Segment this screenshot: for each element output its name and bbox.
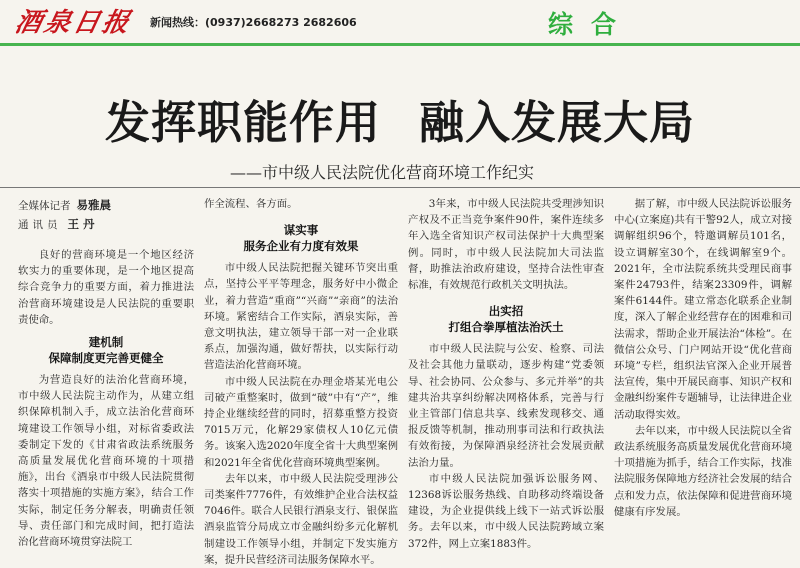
section-1-paragraph: 为营造良好的法治化营商环境，市中级人民法院主动作为，从建立组织保障机制入手，成立法治化营商环境建设工作领导小组，对标省委政法委制定下发的《甘肃省政法系统服务高质量发展优化营商环境的十项措施》，出台《酒泉市中级人民法院贯彻落实十项措施的实施方案》，结合工作实际，制定任务分解表，明确责任领导、责任部门和完成时间，把打造法治化营商环境贯穿法院工 [18,374,194,549]
headline [0,86,800,151]
article-column-3 [408,196,604,552]
reporter-name: 易雅晨 [76,198,111,212]
correspondent-name: 王丹 [67,217,99,231]
section-2-paragraph: 3年来，市中级人民法院共受理涉知识产权及不正当竞争案件90件，案件连续多年入选全省知识产权司法保护十大典型案例。同时，市中级人民法院加大司法监督，助推法治政府建设，坚持合法性审查标准，有效规范行政机关文明执法。 [408,198,604,292]
headline-rule [0,187,800,188]
section-1-paragraph-end: 作全流程、各方面。 [204,198,298,210]
intro-paragraph: 良好的营商环境是一个地区经济软实力的重要体现，是一个地区提高综合竞争力的重要方面，着力推进法治营商环境建设是人民法院的重要职责使命。 [18,249,194,326]
section-2-paragraph: 市中级人民法院在办理金塔某光电公司破产重整案时，做到“破”中有“产”，维持企业继续经营的同时，招募重整方投资7015万元，化解29家债权人10亿元债务。该案入选2020年度全省十大典型案例和2021年全省优化营商环境典型案例。 [204,375,398,469]
news-hotline: 新闻热线：(0937)2668273 2682606 [150,16,357,29]
masthead-rule [0,43,800,46]
article-column-1 [18,196,194,550]
byline-reporter: 全媒体记者 易雅晨 [18,198,111,212]
section-2-heading: 谋实事 服务企业有力度有效果 [243,223,359,254]
section-3-paragraph: 市中级人民法院与公安、检察、司法及社会其他力量联动，逐步构建“党委领导、社会协同、公众参与、多元并举”的共建共治共享纠纷解决网格体系，完善与行业主管部门信息共享、线索发现移交、通报反馈等机制，推动刑事司法和行政执法有效衔接，为保障酒泉经济社会发展贡献法治力量。 [408,343,604,469]
headline-part-2: 融入发展大局 [419,96,696,149]
section-2-paragraph: 市中级人民法院把握关键环节突出重点，坚持公平平等理念，服务好中小微企业，着力营造“重商”“兴商”“亲商”的法治环境。紧密结合工作实际，酒泉实际，善意文明执法，建立领导干部一对一企业联系点，加强沟通，做好帮扶，以实际行动营造法治化营商环境。 [204,262,398,372]
article-column-2 [204,196,398,568]
section-label: 综合 [548,10,635,39]
article-column-4 [614,196,792,520]
section-3-paragraph: 据了解，市中级人民法院诉讼服务中心(立案庭)共有干警92人，成立对接调解组织96个，特邀调解员101名，设立调解室30个，在线调解室9个。2021年，全市法院系统共受理民商事案件24793件，结案23309件，调解案件6144件。建立常态化联系企业制度，深入了解企业经营存在的困难和司法需求，帮助企业开展法治“体检”。在微信公众号、门户网站开设“优化营商环境”专栏，组织法官深入企业开展普法宣传，集中开展民商事、知识产权和金融纠纷案件专题辅导，让法律进企业活动取得实效。 [614,198,792,421]
section-2-paragraph: 去年以来，市中级人民法院受理涉公司类案件7776件，有效维护企业合法权益7046件。联合人民银行酒泉支行、银保监酒泉监管分局成立市金融纠纷多元化解机制建设工作领导小组，并制定下发实施方案，提升民营经济司法服务保障水平。 [204,472,398,566]
section-3-heading: 出实招 打组合拳厚植法治沃土 [448,304,564,335]
section-3-paragraph: 市中级人民法院加强诉讼服务网、12368诉讼服务热线、自助移动终端设备建设，为企业提供线上线下一站式诉讼服务。去年以来，市中级人民法院跨域立案372件，网上立案1883件。 [408,472,604,550]
headline-part-1: 发挥职能作用 [104,96,381,149]
byline-correspondent: 通讯员 王丹 [18,217,99,231]
masthead [0,0,800,44]
section-1-heading: 建机制 保障制度更完善更健全 [48,335,164,366]
section-3-paragraph: 去年以来，市中级人民法院以全省政法系统服务高质量发展优化营商环境十项措施为抓手，结合工作实际，找准法院服务保障地方经济社会发展的结合点和发力点，依法保障和促进营商环境健康有序发展。 [614,424,792,518]
subheadline: ——市中级人民法院优化营商环境工作纪实 [230,163,535,182]
newspaper-logo: 酒泉日报 [12,8,135,38]
